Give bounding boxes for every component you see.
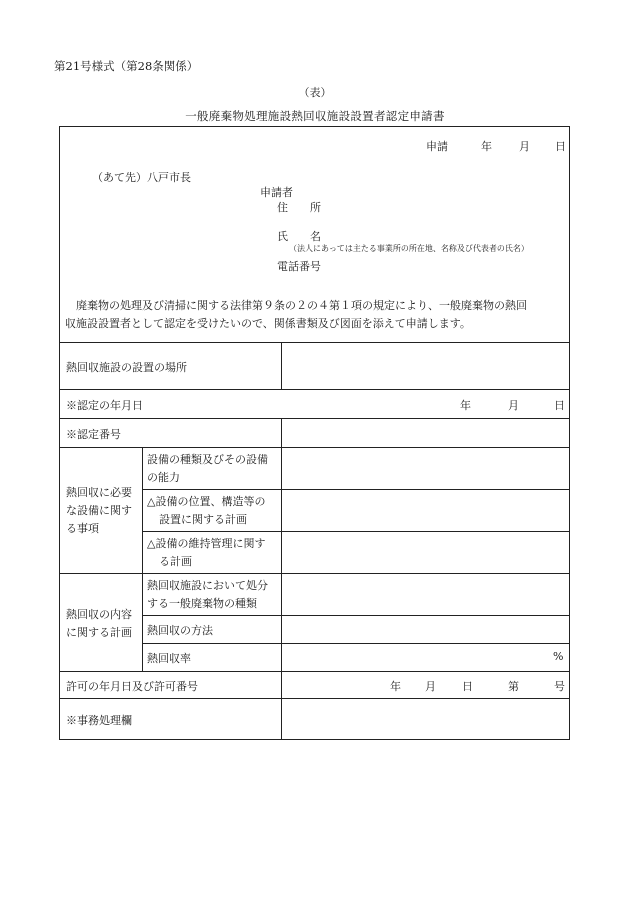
permit-year: 年 — [390, 680, 401, 693]
statement-line-2: 収施設設置者として認定を受けたいので、関係書類及び図面を添えて申請します。 — [65, 317, 471, 330]
table-top-rule — [60, 342, 569, 343]
row-rule — [60, 671, 569, 672]
applicant-label: 申請者 — [260, 186, 293, 199]
content-group-label: 熱回収の内容 に関する計画 — [66, 608, 132, 639]
col-rule — [142, 447, 143, 671]
phone-label: 電話番号 — [277, 260, 321, 273]
document-title: 一般廃棄物処理施設熱回収施設設置者認定申請書 — [185, 109, 445, 123]
rate-label: 熱回収率 — [147, 652, 191, 665]
equipment-maintenance-label: △設備の維持管理に関す る計画 — [147, 537, 266, 568]
row-rule — [142, 643, 569, 644]
row-rule — [60, 698, 569, 699]
name-label: 氏 名 — [277, 230, 321, 243]
row-rule — [142, 531, 569, 532]
address-label: 住 所 — [277, 201, 321, 214]
equipment-position-label: △設備の位置、構造等の 設置に関する計画 — [147, 495, 266, 526]
rate-unit: % — [553, 650, 564, 663]
permit-day: 日 — [462, 680, 473, 693]
cert-date-day: 日 — [554, 399, 565, 412]
waste-type-label: 熱回収施設において処分 する一般廃棄物の種類 — [147, 579, 268, 610]
row-rule — [60, 389, 569, 390]
col-rule — [281, 342, 282, 389]
permit-month: 月 — [425, 680, 436, 693]
cert-date-month: 月 — [508, 399, 519, 412]
name-note: （法人にあっては主たる事業所の所在地、名称及び代表者の氏名） — [289, 244, 529, 253]
col-rule — [281, 698, 282, 740]
permit-label: 許可の年月日及び許可番号 — [66, 680, 198, 693]
permit-number-prefix: 第 — [508, 680, 519, 693]
equipment-type-label: 設備の種類及びその設備 の能力 — [147, 453, 268, 484]
form-number: 第21号様式（第28条関係） — [54, 59, 199, 73]
row-rule — [60, 573, 569, 574]
application-form — [59, 126, 570, 740]
application-date-day: 日 — [555, 140, 566, 153]
cert-date-label: ※認定の年月日 — [66, 399, 143, 412]
addressee: （あて先）八戸市長 — [92, 171, 191, 184]
side-indicator: （表） — [298, 86, 332, 99]
row-rule — [60, 447, 569, 448]
cert-number-label: ※認定番号 — [66, 428, 121, 441]
cert-date-year: 年 — [460, 399, 471, 412]
application-date-year: 年 — [481, 140, 492, 153]
statement-line-1: 廃棄物の処理及び清掃に関する法律第９条の２の４第１項の規定により、一般廃棄物の熱回 — [76, 299, 527, 312]
permit-number-suffix: 号 — [554, 680, 565, 693]
row-rule — [142, 489, 569, 490]
row-rule — [60, 418, 569, 419]
row-rule — [142, 615, 569, 616]
equipment-group-label: 熱回収に必要 な設備に関す る事項 — [66, 486, 132, 535]
application-date-month: 月 — [519, 140, 530, 153]
application-date-prefix: 申請 — [426, 140, 448, 153]
location-label: 熱回収施設の設置の場所 — [66, 361, 187, 374]
col-rule — [281, 418, 282, 698]
method-label: 熱回収の方法 — [147, 624, 213, 637]
office-use-label: ※事務処理欄 — [66, 714, 132, 727]
